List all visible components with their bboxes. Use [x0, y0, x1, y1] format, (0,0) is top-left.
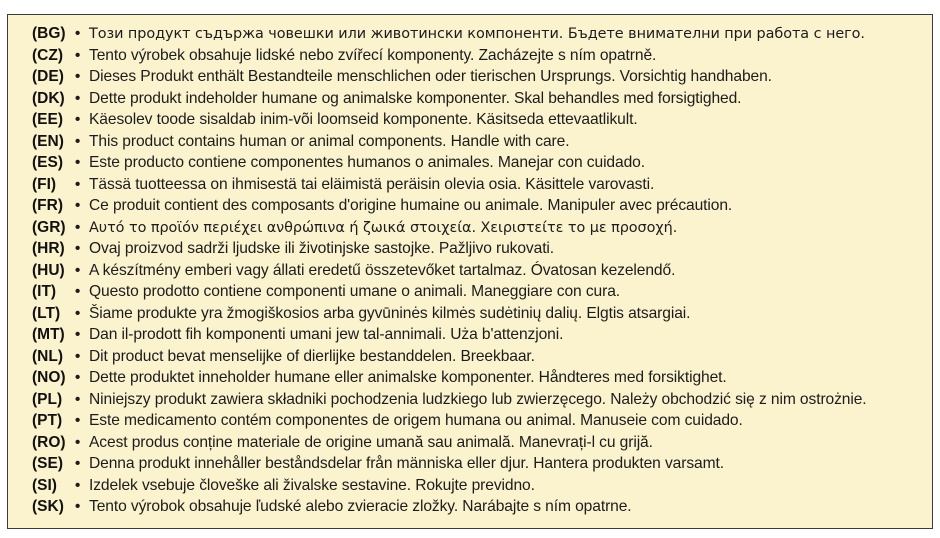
warning-text: Tento výrobok obsahuje ľudské alebo zvieracie zložky. Narábajte s ním opatrne.	[89, 498, 632, 515]
list-item-ee	[32, 109, 932, 131]
list-item-dk	[32, 88, 932, 110]
bullet-icon: •	[75, 240, 81, 257]
warning-panel	[7, 14, 933, 529]
language-code: (HU)	[32, 261, 65, 279]
bullet-icon: •	[75, 390, 81, 408]
list-item-si	[32, 475, 932, 497]
language-code: (PL)	[32, 390, 63, 408]
list-item-lt	[32, 303, 932, 325]
bullet-icon: •	[75, 412, 81, 429]
language-code: (IT)	[32, 283, 57, 300]
list-item-sk	[32, 496, 932, 518]
warning-text: A készítmény emberi vagy állati eredetű összetevőket tartalmaz. Óvatosan kezelendő.	[89, 261, 676, 279]
list-item-it	[32, 281, 932, 303]
warning-text: Dieses Produkt enthält Bestandteile menschlichen oder tierischen Ursprungs. Vorsichtig handhaben.	[89, 68, 772, 85]
warning-text: Acest produs conține materiale de origine umană sau animală. Manevrați-l cu grijă.	[89, 433, 653, 451]
bullet-icon: •	[75, 46, 81, 64]
warning-text: Este producto contiene componentes humanos o animales. Manejar con cuidado.	[89, 154, 645, 171]
language-code: (SK)	[32, 498, 64, 515]
warning-text: Ovaj proizvod sadrži ljudske ili životinjske sastojke. Pažljivo rukovati.	[89, 240, 555, 257]
list-item-fr	[32, 195, 932, 217]
language-code: (HR)	[32, 240, 65, 257]
warning-text: Dan il-prodott fih komponenti umani jew tal-annimali. Uża b'attenzjoni.	[89, 326, 564, 343]
bullet-icon: •	[75, 132, 81, 150]
bullet-icon: •	[75, 369, 81, 386]
list-item-en	[32, 131, 932, 153]
language-code: (EE)	[32, 111, 63, 128]
warning-text: Questo prodotto contiene componenti umane o animali. Maneggiare con cura.	[89, 283, 621, 300]
language-code: (RO)	[32, 433, 66, 451]
language-code: (NL)	[32, 347, 63, 365]
language-list	[32, 23, 932, 518]
language-code: (NO)	[32, 369, 66, 386]
warning-text: Този продукт съдържа човешки или животински компоненти. Бъдете внимателни при работа с него.	[89, 26, 865, 42]
bullet-icon: •	[75, 433, 81, 451]
list-item-nl	[32, 346, 932, 368]
language-code: (ES)	[32, 154, 63, 171]
bullet-icon: •	[75, 498, 81, 515]
language-code: (PT)	[32, 412, 63, 429]
language-code: (GR)	[32, 218, 66, 236]
list-item-es	[32, 152, 932, 174]
bullet-icon: •	[75, 261, 81, 279]
bullet-icon: •	[75, 175, 81, 193]
warning-text: Niniejszy produkt zawiera składniki pochodzenia ludzkiego lub zwierzęcego. Należy obchodzić się z nim ostrożnie.	[89, 390, 867, 408]
bullet-icon: •	[75, 283, 81, 300]
warning-text: Dit product bevat menselijke of dierlijke bestanddelen. Breekbaar.	[89, 347, 535, 365]
language-code: (EN)	[32, 132, 64, 150]
list-item-no	[32, 367, 932, 389]
warning-text: Šiame produkte yra žmogiškosios arba gyvūninės kilmės sudėtinių dalių. Elgtis atsargiai.	[89, 304, 691, 322]
list-item-de	[32, 66, 932, 88]
language-code: (CZ)	[32, 46, 63, 64]
warning-text: Käesolev toode sisaldab inim-või loomseid komponente. Käsitseda ettevaatlikult.	[89, 111, 638, 128]
warning-text: Tässä tuotteessa on ihmisestä tai eläimistä peräisin olevia osia. Käsittele varovasti.	[89, 175, 655, 193]
warning-text: This product contains human or animal components. Handle with care.	[89, 132, 570, 150]
list-item-cz	[32, 45, 932, 67]
warning-text: Ce produit contient des composants d'origine humaine ou animale. Manipuler avec précaution.	[89, 197, 733, 214]
list-item-pt	[32, 410, 932, 432]
warning-text: Αυτό το προϊόν περιέχει ανθρώπινα ή ζωικά στοιχεία. Χειριστείτε το με προσοχή.	[89, 219, 678, 236]
list-item-pl	[32, 389, 932, 411]
bullet-icon: •	[75, 89, 81, 107]
list-item-hu	[32, 260, 932, 282]
language-code: (BG)	[32, 25, 66, 42]
warning-text: Tento výrobek obsahuje lidské nebo zvířecí komponenty. Zacházejte s ním opatrně.	[89, 46, 657, 64]
language-code: (DE)	[32, 68, 64, 85]
list-item-mt	[32, 324, 932, 346]
list-item-fi	[32, 174, 932, 196]
bullet-icon: •	[75, 304, 81, 322]
bullet-icon: •	[75, 154, 81, 171]
warning-text: Dette produkt indeholder humane og animalske komponenter. Skal behandles med forsigtighed.	[89, 89, 742, 107]
language-code: (DK)	[32, 89, 65, 107]
bullet-icon: •	[75, 197, 81, 214]
list-item-ro	[32, 432, 932, 454]
warning-text: Dette produktet inneholder humane eller animalske komponenter. Håndteres med forsiktighet.	[89, 369, 727, 386]
bullet-icon: •	[75, 111, 81, 128]
warning-text: Denna produkt innehåller beståndsdelar från människa eller djur. Hantera produkten varsamt.	[89, 455, 724, 472]
bullet-icon: •	[75, 347, 81, 365]
bullet-icon: •	[75, 25, 81, 42]
bullet-icon: •	[75, 476, 81, 494]
language-code: (LT)	[32, 304, 61, 322]
bullet-icon: •	[75, 68, 81, 85]
language-code: (MT)	[32, 326, 65, 343]
list-item-gr	[32, 217, 932, 239]
language-code: (SE)	[32, 455, 63, 472]
warning-text: Izdelek vsebuje človeške ali živalske sestavine. Rokujte previdno.	[89, 476, 535, 494]
list-item-hr	[32, 238, 932, 260]
language-code: (FR)	[32, 197, 63, 214]
bullet-icon: •	[75, 455, 81, 472]
language-code: (FI)	[32, 175, 57, 193]
list-item-bg	[32, 23, 932, 45]
bullet-icon: •	[75, 326, 81, 343]
bullet-icon: •	[75, 218, 81, 236]
language-code: (SI)	[32, 476, 57, 494]
list-item-se	[32, 453, 932, 475]
warning-text: Este medicamento contém componentes de origem humana ou animal. Manuseie com cuidado.	[89, 412, 743, 429]
